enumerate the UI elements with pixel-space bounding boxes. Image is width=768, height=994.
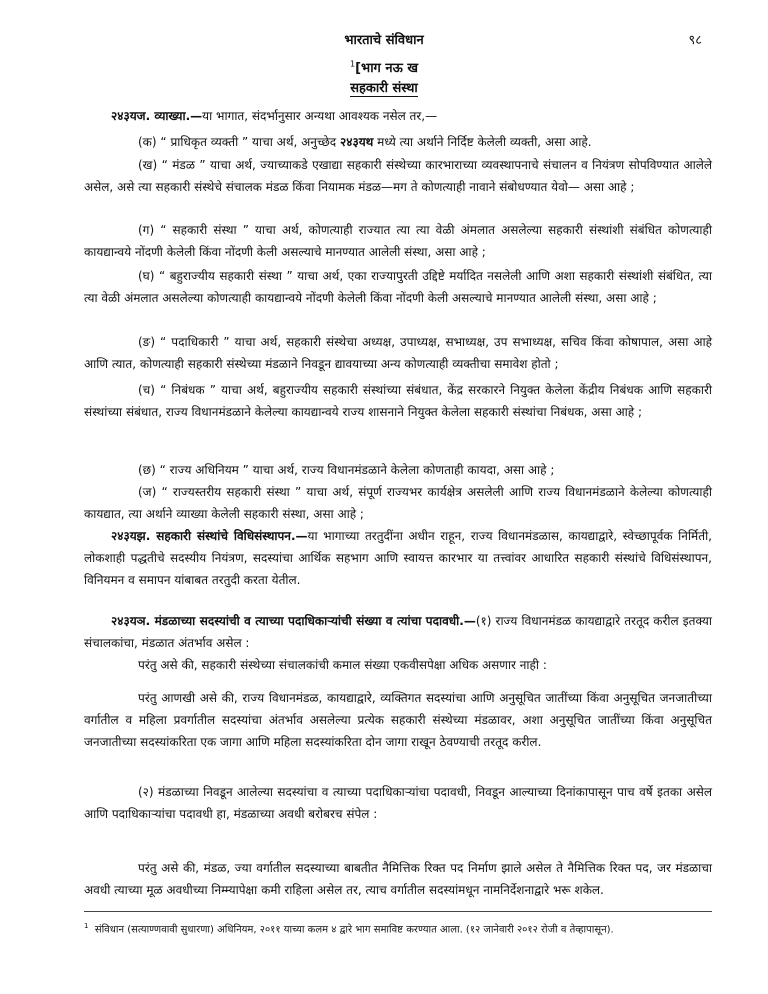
clause-ka: (क) “ प्राधिकृत व्यक्ती ” याचा अर्थ, अनुच्छेद २४३यथ मध्ये त्या अर्थाने निर्दिष्ट केलेली व्यक्ती, असा आहे. — [138, 135, 592, 149]
part-title-text: [भाग नऊ ख — [355, 61, 418, 76]
section-243zn — [84, 610, 712, 654]
proviso-1: परंतु असे की, सहकारी संस्थेच्या संचालकांची कमाल संख्या एकवीसपेक्षा अधिक असणार नाही : — [138, 658, 547, 672]
footnote-divider — [84, 911, 712, 912]
section-text: या भागात, संदर्भानुसार अन्यथा आवश्यक नसेल तर,— — [202, 109, 438, 123]
section-text: (१) राज्य विधानमंडळ कायद्याद्वारे तरतूद करील इतक्या संचालकांचा, मंडळात अंतर्भाव असेल : — [84, 614, 712, 650]
section-text: या भागाच्या तरतुदींना अधीन राहून, राज्य विधानमंडळास, कायद्याद्वारे, स्वेच्छापूर्वक निर्मिती, लोकशाही पद्धतीचे सदस्यीय नियंत्रण, सदस्यांचा आर्थिक सहभाग आणि स्वायत्त कारभार या तत्त्वांवर आधारित सहकारी संस्थांचे विधिसंस्थापन, विनियमन व समापन यांबाबत तरतुदी करता येतील. — [84, 529, 712, 587]
part-title — [0, 58, 768, 76]
footnote — [84, 919, 712, 937]
section-heading: २४३यज. व्याख्या.— — [111, 109, 203, 123]
page-number: ९८ — [688, 33, 702, 48]
section-243zhh — [84, 525, 712, 591]
clause-gha: (घ) “ बहुराज्यीय सहकारी संस्था ” याचा अर्थ, एका राज्यापुरती उद्दिष्टे मर्यादित नसलेली आणि अशा सहकारी संस्थांशी संबंधित, त्या त्या वेळी अंमलात असलेल्या कोणत्याही कायद्यान्वये नोंदणी केलेली किंवा नोंदणी केली असल्याचे मानण्यात आलेली संस्था, असा आहे ; — [84, 269, 712, 305]
proviso-2: परंतु आणखी असे की, राज्य विधानमंडळ, कायद्याद्वारे, व्यक्तिगत सदस्यांचा आणि अनुसूचित जातींच्या किंवा अनुसूचित जनजातीच्या वर्गातील व महिला प्रवर्गातील सदस्यांचा अंतर्भाव असलेल्या प्रत्येक सहकारी संस्थेच्या मंडळावर, अशा अनुसूचित जातींच्या किंवा अनुसूचित जनजातीच्या सदस्यांकरिता एक जागा आणि महिला सदस्यांकरिता दोन जागा राखून ठेवण्याची तरतूद करील. — [84, 691, 712, 749]
part-footnote-marker: 1 — [350, 59, 356, 69]
proviso-3: परंतु असे की, मंडळ, ज्या वर्गातील सदस्याच्या बाबतीत नैमित्तिक रिक्त पद निर्माण झाले असेल ते नैमित्तिक रिक्त पद, जर मंडळाचा अवधी त्याच्या मूळ अवधीच्या निम्म्यापेक्षा कमी राहिला असेल तर, त्याच वर्गातील सदस्यांमधून नामनिर्देशनाद्वारे भरू शकेल. — [84, 861, 712, 897]
section-heading: २४३यञ. मंडळाच्या सदस्यांची व त्याच्या पदाधिकाऱ्यांची संख्या व त्यांचा पदावधी.— — [111, 614, 476, 628]
part-subtitle: सहकारी संस्था — [350, 81, 418, 96]
clause-ja: (ज) “ राज्यस्तरीय सहकारी संस्था ” याचा अर्थ, संपूर्ण राज्यभर कार्यक्षेत्र असलेली आणि राज्य विधानमंडळाने केलेल्या कोणत्याही कायद्यात, त्या अर्थाने व्याख्या केलेली सहकारी संस्था, असा आहे ; — [84, 485, 712, 521]
clause-kha: (ख) “ मंडळ ” याचा अर्थ, ज्याच्याकडे एखाद्या सहकारी संस्थेच्या कारभाराच्या व्यवस्थापनाचे संचालन व नियंत्रण सोपविण्यात आलेले असेल, असे त्या सहकारी संस्थेचे संचालक मंडळ किंवा नियामक मंडळ—मग ते कोणत्याही नावाने संबोधण्यात येवो— असा आहे ; — [84, 158, 712, 194]
section-heading: २४३यझ. सहकारी संस्थांचे विधिसंस्थापन.— — [111, 529, 308, 543]
clause-ga: (ग) “ सहकारी संस्था ” याचा अर्थ, कोणत्याही राज्यात त्या त्या वेळी अंमलात असलेल्या सहकारी संस्थांशी संबंधित कोणत्याही कायद्यान्वये नोंदणी केलेली किंवा नोंदणी केली असल्याचे मानण्यात आलेली संस्था, असा आहे ; — [84, 223, 712, 259]
footnote-marker: 1 — [84, 922, 89, 930]
clause-nga: (ङ) “ पदाधिकारी ” याचा अर्थ, सहकारी संस्थेचा अध्यक्ष, उपाध्यक्ष, सभाध्यक्ष, उप सभाध्यक्ष, सचिव किंवा कोषापाल, असा आहे आणि त्यात, कोणत्याही सहकारी संस्थेच्या मंडळाने निवडून द्यावयाच्या अन्य कोणत्याही व्यक्तीचा समावेश होतो ; — [84, 335, 712, 371]
footnote-text: संविधान (सत्याण्णवावी सुधारणा) अधिनियम, २०११ याच्या कलम ४ द्वारे भाग समाविष्ट करण्यात आला. (१२ जानेवारी २०१२ रोजी व तेव्हापासून). — [94, 924, 614, 936]
section-243zh — [84, 105, 712, 127]
running-header-title: भारताचे संविधान — [344, 33, 424, 48]
clause-chha: (छ) “ राज्य अधिनियम ” याचा अर्थ, राज्य विधानमंडळाने केलेला कोणताही कायदा, असा आहे ; — [138, 463, 555, 477]
clause-cha: (च) “ निबंधक ” याचा अर्थ, बहुराज्यीय सहकारी संस्थांच्या संबंधात, केंद्र सरकारने नियुक्त केलेला केंद्रीय निबंधक आणि सहकारी संस्थांच्या संबंधात, राज्य विधानमंडळाने केलेल्या कायद्यान्वये राज्य शासनाने नियुक्त केलेला सहकारी संस्थांचा निबंधक, असा आहे ; — [84, 383, 713, 419]
subsection-2: (२) मंडळाच्या निवडून आलेल्या सदस्यांचा व त्याच्या पदाधिकाऱ्यांचा पदावधी, निवडून आल्याच्या दिनांकापासून पाच वर्षे इतका असेल आणि पदाधिकाऱ्यांचा पदावधी हा, मंडळाच्या अवधी बरोबरच संपेल : — [84, 785, 712, 821]
